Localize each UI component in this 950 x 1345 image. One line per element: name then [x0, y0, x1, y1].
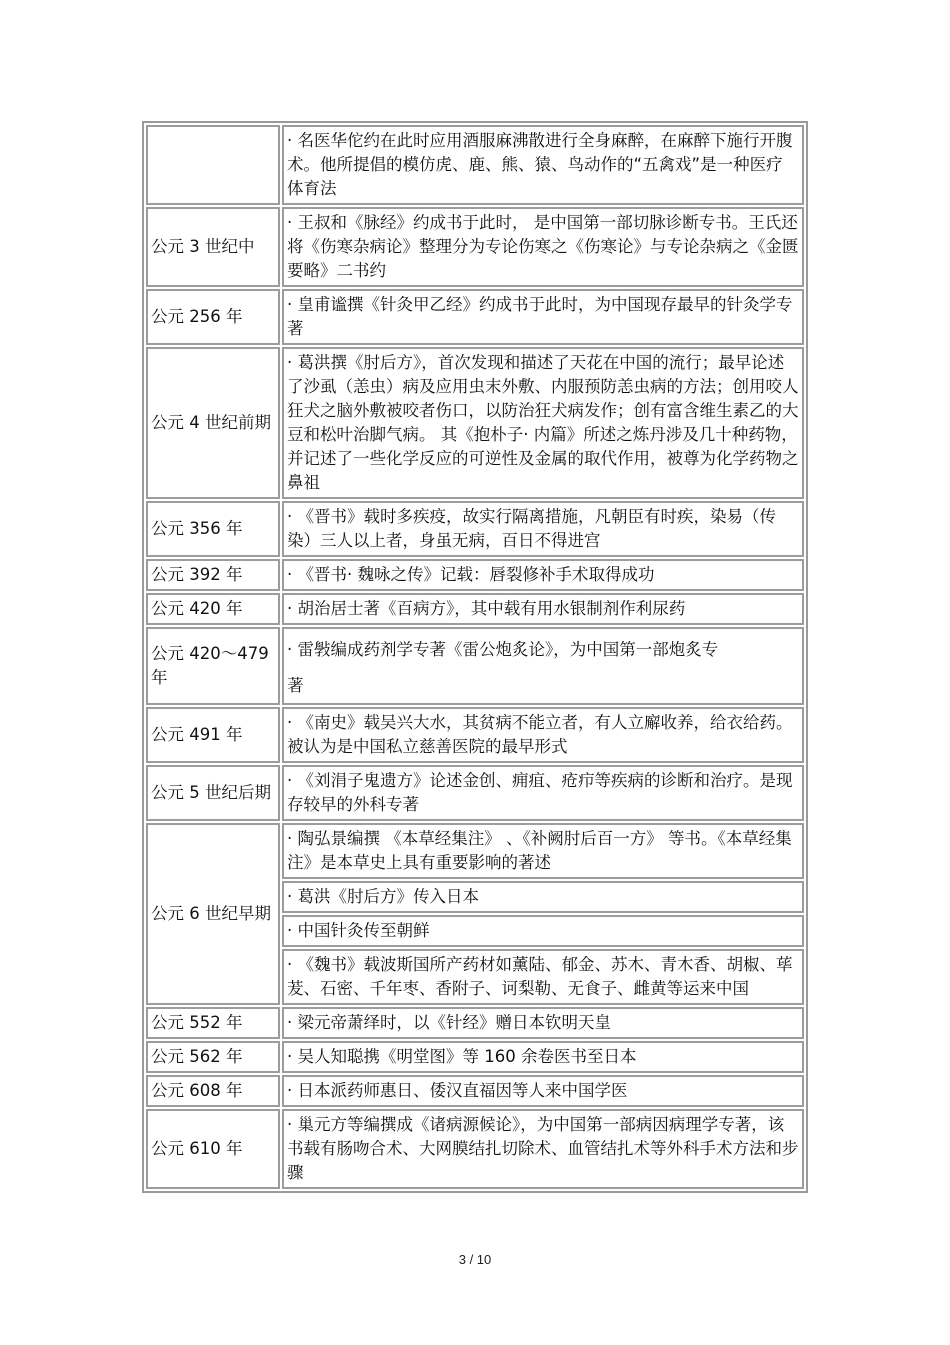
event-cell: · 《晋书· 魏咏之传》记载：唇裂修补手术取得成功	[282, 559, 804, 591]
table-row	[146, 1007, 804, 1039]
event-cell: · 葛洪《肘后方》传入日本	[282, 881, 804, 913]
date-cell: 公元 608 年	[146, 1075, 280, 1107]
event-text: 编成药剂学专著《雷公炮炙论》，为中国第一部炮炙专	[330, 640, 719, 659]
table-body	[146, 125, 804, 1189]
table-row	[146, 627, 804, 705]
event-cell: · 巢元方等编撰成《诸病源候论》，为中国第一部病因病理学专著，该书载有肠吻合术、大网膜结扎切除术、血管结扎术等外科手术方法和步骤	[282, 1109, 804, 1189]
date-cell: 公元 491 年	[146, 707, 280, 763]
event-cell: · 《刘涓子鬼遗方》论述金创、痈疽、疮疖等疾病的诊断和治疗。是现存较早的外科专著	[282, 765, 804, 821]
date-cell: 公元 562 年	[146, 1041, 280, 1073]
date-cell: 公元 356 年	[146, 501, 280, 557]
date-cell: 公元 420～479 年	[146, 627, 280, 705]
date-cell: 公元 420 年	[146, 593, 280, 625]
event-cell: · 《南史》载吴兴大水，其贫病不能立者，有人立廨收养，给衣给药。被认为是中国私立慈善医院的最早形式	[282, 707, 804, 763]
page-number: 3 / 10	[458, 1252, 492, 1267]
date-cell: 公元 3 世纪中	[146, 207, 280, 287]
event-cell	[282, 627, 804, 705]
event-cell: · 吴人知聪携《明堂图》等 160 余卷医书至日本	[282, 1041, 804, 1073]
event-text: 著	[287, 676, 304, 695]
table-row	[146, 1041, 804, 1073]
date-cell: 公元 256 年	[146, 289, 280, 345]
table-row	[146, 1109, 804, 1189]
leijiao-glyph: 斅	[314, 640, 331, 659]
date-cell: 公元 392 年	[146, 559, 280, 591]
date-cell: 公元 6 世纪早期	[146, 823, 280, 1005]
date-cell: 公元 5 世纪后期	[146, 765, 280, 821]
date-cell: 公元 552 年	[146, 1007, 280, 1039]
date-cell: 公元 4 世纪前期	[146, 347, 280, 499]
event-cell: · 皇甫谧撰《针灸甲乙经》约成书于此时，为中国现存最早的针灸学专著	[282, 289, 804, 345]
event-cell: · 中国针灸传至朝鲜	[282, 915, 804, 947]
event-cell: · 梁元帝萧绎时，以《针经》赠日本钦明天皇	[282, 1007, 804, 1039]
table-row	[146, 823, 804, 879]
event-cell: · 葛洪撰《肘后方》，首次发现和描述了天花在中国的流行；最早论述了沙虱（恙虫）病及应用虫末外敷、内服预防恙虫病的方法；创用咬人狂犬之脑外敷被咬者伤口，以防治狂犬病发作；创有富含维生素乙的大豆和松叶治脚气病。 其《抱朴子· 内篇》所述之炼丹涉及几十种药物，并记述了一些化学反应的可逆性及金属的取代作用，被尊为化学药物之鼻祖	[282, 347, 804, 499]
event-cell: · 胡治居士著《百病方》，其中载有用水银制剂作利尿药	[282, 593, 804, 625]
event-cell: · 陶弘景编撰 《本草经集注》 、《补阙肘后百一方》 等书。《本草经集注》是本草史上具有重要影响的著述	[282, 823, 804, 879]
table-row	[146, 347, 804, 499]
event-text: · 雷	[287, 640, 314, 659]
table-row	[146, 593, 804, 625]
event-cell: · 日本派药师惠日、倭汉直福因等人来中国学医	[282, 1075, 804, 1107]
event-cell: · 《魏书》载波斯国所产药材如薰陆、郁金、苏木、青木香、胡椒、荜茇、石密、千年枣、香附子、诃梨勒、无食子、雌黄等运来中国	[282, 949, 804, 1005]
table-row	[146, 707, 804, 763]
date-cell	[146, 125, 280, 205]
table-row	[146, 1075, 804, 1107]
date-cell: 公元 610 年	[146, 1109, 280, 1189]
table-row	[146, 501, 804, 557]
event-cell: · 名医华佗约在此时应用酒服麻沸散进行全身麻醉，在麻醉下施行开腹术。他所提倡的模仿虎、鹿、熊、猿、鸟动作的“五禽戏”是一种医疗体育法	[282, 125, 804, 205]
table-row	[146, 765, 804, 821]
chronology-table	[144, 123, 806, 1191]
event-cell: · 王叔和《脉经》约成书于此时， 是中国第一部切脉诊断专书。王氏还将《伤寒杂病论》整理分为专论伤寒之《伤寒论》与专论杂病之《金匮要略》二书约	[282, 207, 804, 287]
table-row	[146, 207, 804, 287]
table-row	[146, 125, 804, 205]
event-cell: · 《晋书》载时多疾疫，故实行隔离措施，凡朝臣有时疾，染易（传染）三人以上者，身虽无病，百日不得进宫	[282, 501, 804, 557]
table-row	[146, 289, 804, 345]
table-row	[146, 559, 804, 591]
